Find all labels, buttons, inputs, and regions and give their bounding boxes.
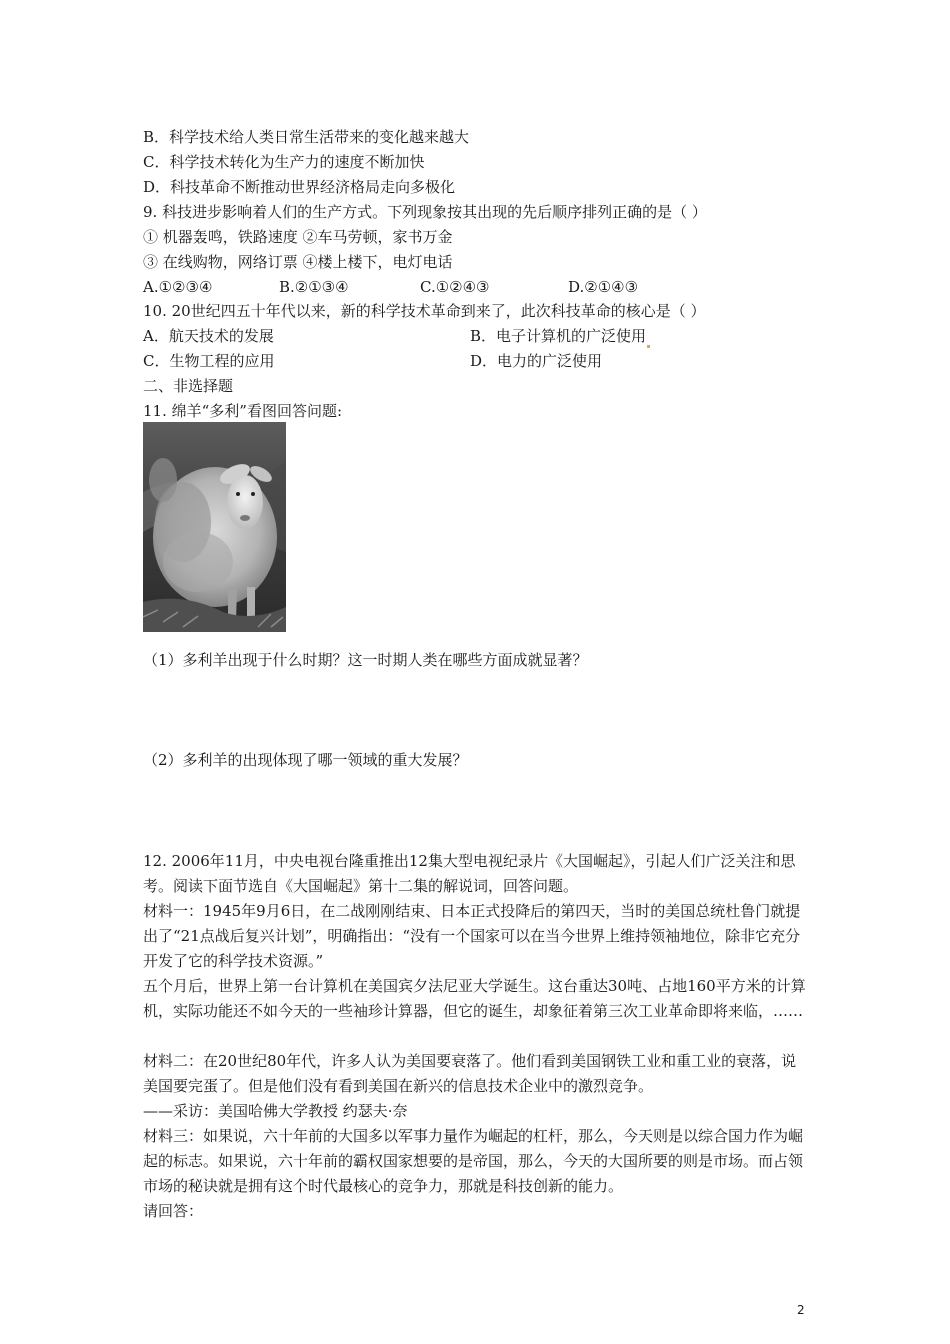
material-2-source: ——采访：美国哈佛大学教授 约瑟夫·奈 bbox=[143, 1102, 408, 1120]
q8-option-d: D．科技革命不断推动世界经济格局走向多极化 bbox=[143, 178, 456, 196]
material-3: 材料三：如果说，六十年前的大国多以军事力量作为崛起的杠杆，那么，今天则是以综合国力作为崛起的标志。如果说，六十年前的霸权国家想要的是帝国，那么，今天的大国所要的则是市场。而占领市场的秘诀就是拥有这个时代最核心的竞争力，那就是科技创新的能力。 bbox=[143, 1127, 804, 1195]
q9-items-row-1: ① 机器轰鸣，铁路速度 ②车马劳顿，家书万金 bbox=[143, 228, 453, 246]
question-11-part-1: （1）多利羊出现于什么时期？这一时期人类在哪些方面成就显著？ bbox=[143, 651, 588, 669]
question-11-part-2: （2）多利羊的出现体现了哪一领域的重大发展？ bbox=[143, 751, 468, 769]
q10-option-b: B．电子计算机的广泛使用 bbox=[470, 324, 650, 348]
question-12: 12. 2006年11月，中央电视台隆重推出12集大型电视纪录片《大国崛起》，引起人们广泛关注和思考。阅读下面节选自《大国崛起》第十二集的解说词，回答问题。 bbox=[143, 852, 796, 895]
q8-option-c: C．科学技术转化为生产力的速度不断加快 bbox=[143, 153, 425, 171]
question-9: 9. 科技进步影响着人们的生产方式。下列现象按其出现的先后顺序排列正确的是（ ） bbox=[143, 203, 707, 221]
answer-prompt: 请回答： bbox=[143, 1202, 204, 1220]
q10-option-c: C．生物工程的应用 bbox=[143, 352, 275, 370]
material-1-continued: 五个月后，世界上第一台计算机在美国宾夕法尼亚大学诞生。这台重达30吨、占地160平方米的计算机，实际功能还不如今天的一些袖珍计算器，但它的诞生，却象征着第三次工业革命即将来临，…… bbox=[143, 977, 806, 1020]
page-number: 2 bbox=[797, 1303, 805, 1317]
sheep-photo bbox=[143, 422, 286, 632]
material-2: 材料二：在20世纪80年代，许多人认为美国要衰落了。他们看到美国钢铁工业和重工业的衰落，说美国要完蛋了。但是他们没有看到美国在新兴的信息技术企业中的激烈竞争。 bbox=[143, 1052, 797, 1095]
q9-option-c: C.①②④③ bbox=[420, 278, 490, 296]
q9-option-d: D.②①④③ bbox=[568, 278, 639, 296]
question-10: 10. 20世纪四五十年代以来，新的科学技术革命到来了，此次科技革命的核心是（ ） bbox=[143, 302, 706, 320]
q9-option-b: B.②①③④ bbox=[279, 278, 349, 296]
question-11: 11. 绵羊“多利”看图回答问题: bbox=[143, 402, 343, 420]
q9-option-a: A.①②③④ bbox=[143, 278, 213, 296]
section-heading-non-choice: 二、非选择题 bbox=[143, 377, 234, 395]
material-1: 材料一：1945年9月6日，在二战刚刚结束、日本正式投降后的第四天，当时的美国总统杜鲁门就提出了“21点战后复兴计划”，明确指出：“没有一个国家可以在当今世界上维持领袖地位，除非它充分开发了它的科学技术资源。” bbox=[143, 902, 801, 970]
q9-items-row-2: ③ 在线购物，网络订票 ④楼上楼下，电灯电话 bbox=[143, 253, 453, 271]
q10-option-d: D．电力的广泛使用 bbox=[470, 352, 603, 370]
q8-option-b: B．科学技术给人类日常生活带来的变化越来越大 bbox=[143, 128, 470, 146]
q10-option-a: A．航天技术的发展 bbox=[143, 327, 274, 345]
